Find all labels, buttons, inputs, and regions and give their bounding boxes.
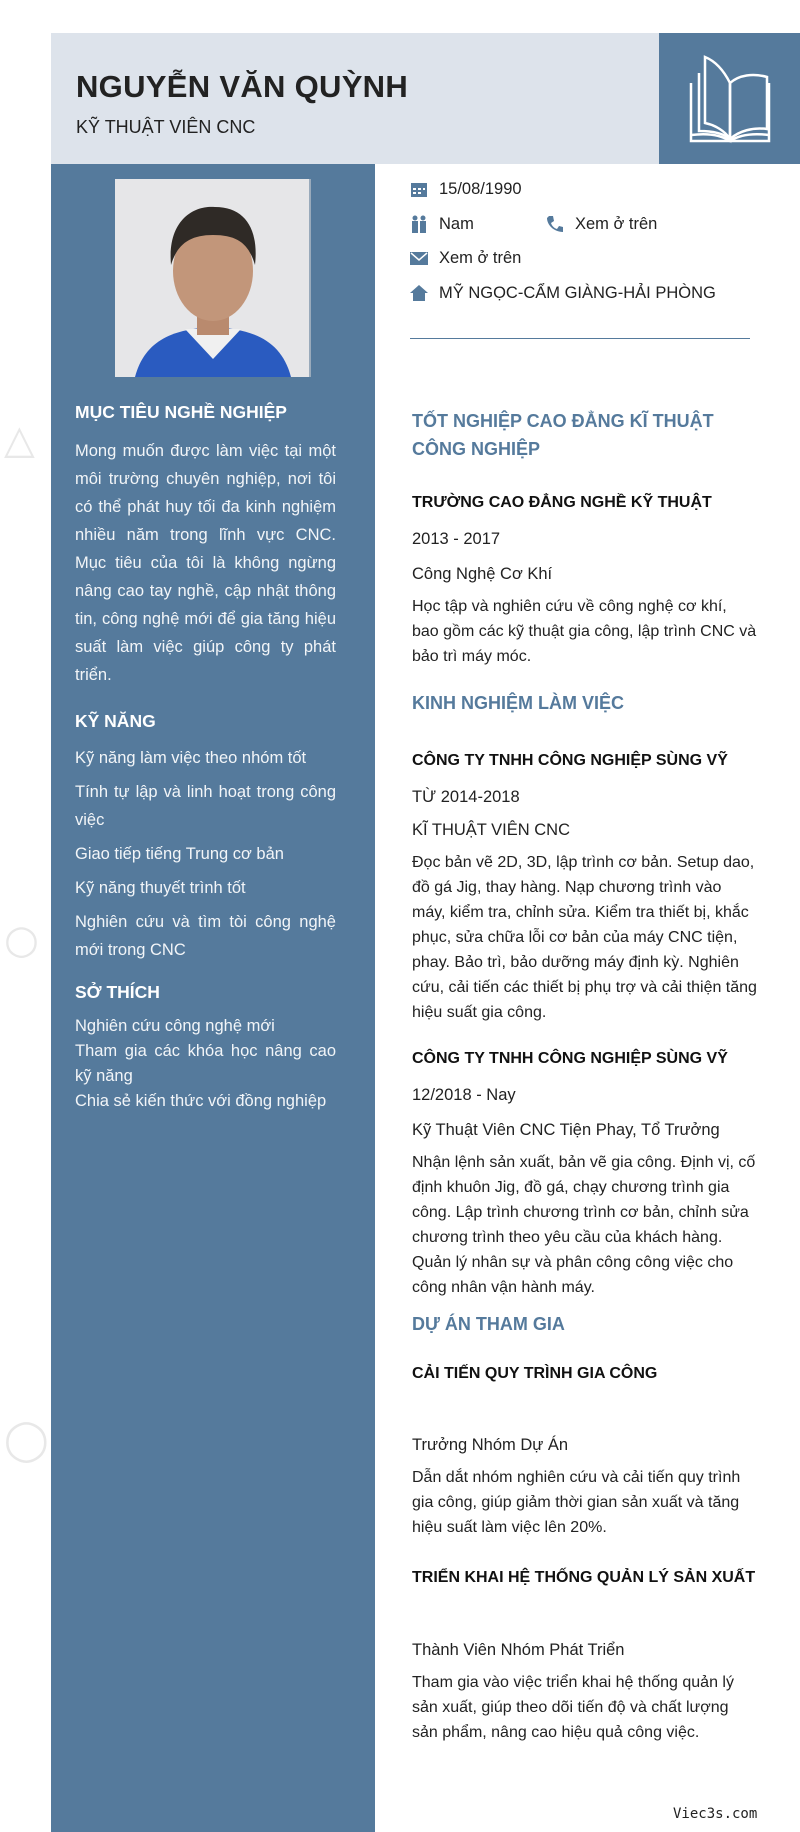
email-icon <box>410 249 428 267</box>
project-role: Thành Viên Nhóm Phát Triển <box>412 1641 625 1659</box>
project-desc: Tham gia vào việc triển khai hệ thống quản lý sản xuất, giúp theo dõi tiến độ và chất lượng sản phẩm, nâng cao hiệu quả công việc. <box>412 1674 734 1741</box>
skill-item: Giao tiếp tiếng Trung cơ bản <box>75 845 284 863</box>
phone-icon <box>546 215 564 233</box>
projects-heading: DỰ ÁN THAM GIA <box>412 1314 565 1334</box>
job-title: KỸ THUẬT VIÊN CNC <box>76 117 256 137</box>
hobbies-heading: SỞ THÍCH <box>75 982 160 1002</box>
skill-item: Kỹ năng thuyết trình tốt <box>75 879 246 897</box>
hobby-item: Chia sẻ kiến thức với đồng nghiệp <box>75 1092 327 1110</box>
watermark: Viec3s.com <box>673 1806 758 1822</box>
company-name: CÔNG TY TNHH CÔNG NGHIỆP SÙNG VỸ <box>412 1050 728 1067</box>
skill-item: Tính tự lập và linh hoạt trong công việc <box>75 783 336 829</box>
email: Xem ở trên <box>439 249 522 267</box>
job-position: Kỹ Thuật Viên CNC Tiện Phay, Tổ Trưởng <box>412 1121 720 1139</box>
candidate-name: NGUYỄN VĂN QUỲNH <box>76 69 409 104</box>
objective-heading: MỤC TIÊU NGHỀ NGHIỆP <box>75 402 287 422</box>
project-name: TRIỂN KHAI HỆ THỐNG QUẢN LÝ SẢN XUẤT <box>412 1569 756 1586</box>
job-period: TỪ 2014-2018 <box>412 788 520 806</box>
gender-icon <box>410 215 428 233</box>
project-name: CẢI TIẾN QUY TRÌNH GIA CÔNG <box>412 1365 658 1382</box>
education-major: Công Nghệ Cơ Khí <box>412 565 553 583</box>
birthday: 15/08/1990 <box>439 180 522 198</box>
home-icon <box>410 284 428 302</box>
skill-item: Kỹ năng làm việc theo nhóm tốt <box>75 749 307 767</box>
experience-heading: KINH NGHIỆM LÀM VIỆC <box>412 693 625 713</box>
phone: Xem ở trên <box>575 215 658 233</box>
background-decoration: ◯ <box>4 1417 49 1463</box>
job-desc: Đọc bản vẽ 2D, 3D, lập trình cơ bản. Setup dao, đồ gá Jig, thay hàng. Nạp chương trình vào máy, kiểm tra, chỉnh sửa. Kiểm tra thiết bị, khắc phục, sửa chữa lỗi cơ bản của máy CNC tiện, phay. Bảo trì, bảo dưỡng máy định kỳ. Nghiên cứu, cải tiến các thiết bị phụ trợ và cải thiện tăng hiệu suất gia công. <box>412 854 757 1021</box>
objective-text: Mong muốn được làm việc tại một môi trường chuyên nghiệp, nơi tôi có thể phát huy tối đa kinh nghiệm nhiều năm trong lĩnh vực CNC. Mục tiêu của tôi là không ngừng nâng cao tay nghề, cập nhật thông tin, công nghệ mới để gia tăng hiệu suất làm việc giúp công ty phát triển. <box>75 442 336 684</box>
background-decoration: ○ <box>4 917 39 963</box>
gender: Nam <box>439 215 474 233</box>
open-book-icon <box>659 33 800 164</box>
profile-photo <box>115 179 311 377</box>
divider <box>410 338 750 339</box>
education-heading: TỐT NGHIỆP CAO ĐẲNG KĨ THUẬT CÔNG NGHIỆP <box>412 411 714 459</box>
address: MỸ NGỌC-CẨM GIÀNG-HẢI PHÒNG <box>439 284 716 302</box>
hobby-item: Tham gia các khóa học nâng cao kỹ năng <box>75 1042 336 1085</box>
education-period: 2013 - 2017 <box>412 530 501 548</box>
background-decoration: △ <box>4 417 35 463</box>
hobby-item: Nghiên cứu công nghệ mới <box>75 1017 275 1035</box>
main-content <box>412 407 757 1745</box>
job-period: 12/2018 - Nay <box>412 1086 516 1104</box>
education-desc: Học tập và nghiên cứu về công nghệ cơ khí, bao gồm các kỹ thuật gia công, lập trình CNC và bảo trì máy móc. <box>412 598 757 665</box>
company-name: CÔNG TY TNHH CÔNG NGHIỆP SÙNG VỸ <box>412 752 728 769</box>
header <box>51 33 659 164</box>
job-desc: Nhận lệnh sản xuất, bản vẽ gia công. Định vị, cố định khuôn Jig, đồ gá, chạy chương trình gia công. Lập trình chương trình cơ bản, chỉnh sửa chương trình theo yêu cầu của khách hàng. Quản lý nhân sự và phân công công việc cho công nhân vận hành máy. <box>412 1154 756 1296</box>
sidebar <box>51 164 375 1832</box>
sidebar-content <box>75 400 336 1114</box>
skills-heading: KỸ NĂNG <box>75 711 156 731</box>
school-name: TRƯỜNG CAO ĐẲNG NGHỀ KỸ THUẬT <box>412 494 712 511</box>
calendar-icon <box>410 180 428 198</box>
project-desc: Dẫn dắt nhóm nghiên cứu và cải tiến quy trình gia công, giúp giảm thời gian sản xuất và tăng hiệu suất làm việc lên 20%. <box>412 1469 741 1536</box>
skill-item: Nghiên cứu và tìm tòi công nghệ mới trong CNC <box>75 913 336 959</box>
job-position: KĨ THUẬT VIÊN CNC <box>412 821 570 839</box>
project-role: Trưởng Nhóm Dự Án <box>412 1436 569 1454</box>
